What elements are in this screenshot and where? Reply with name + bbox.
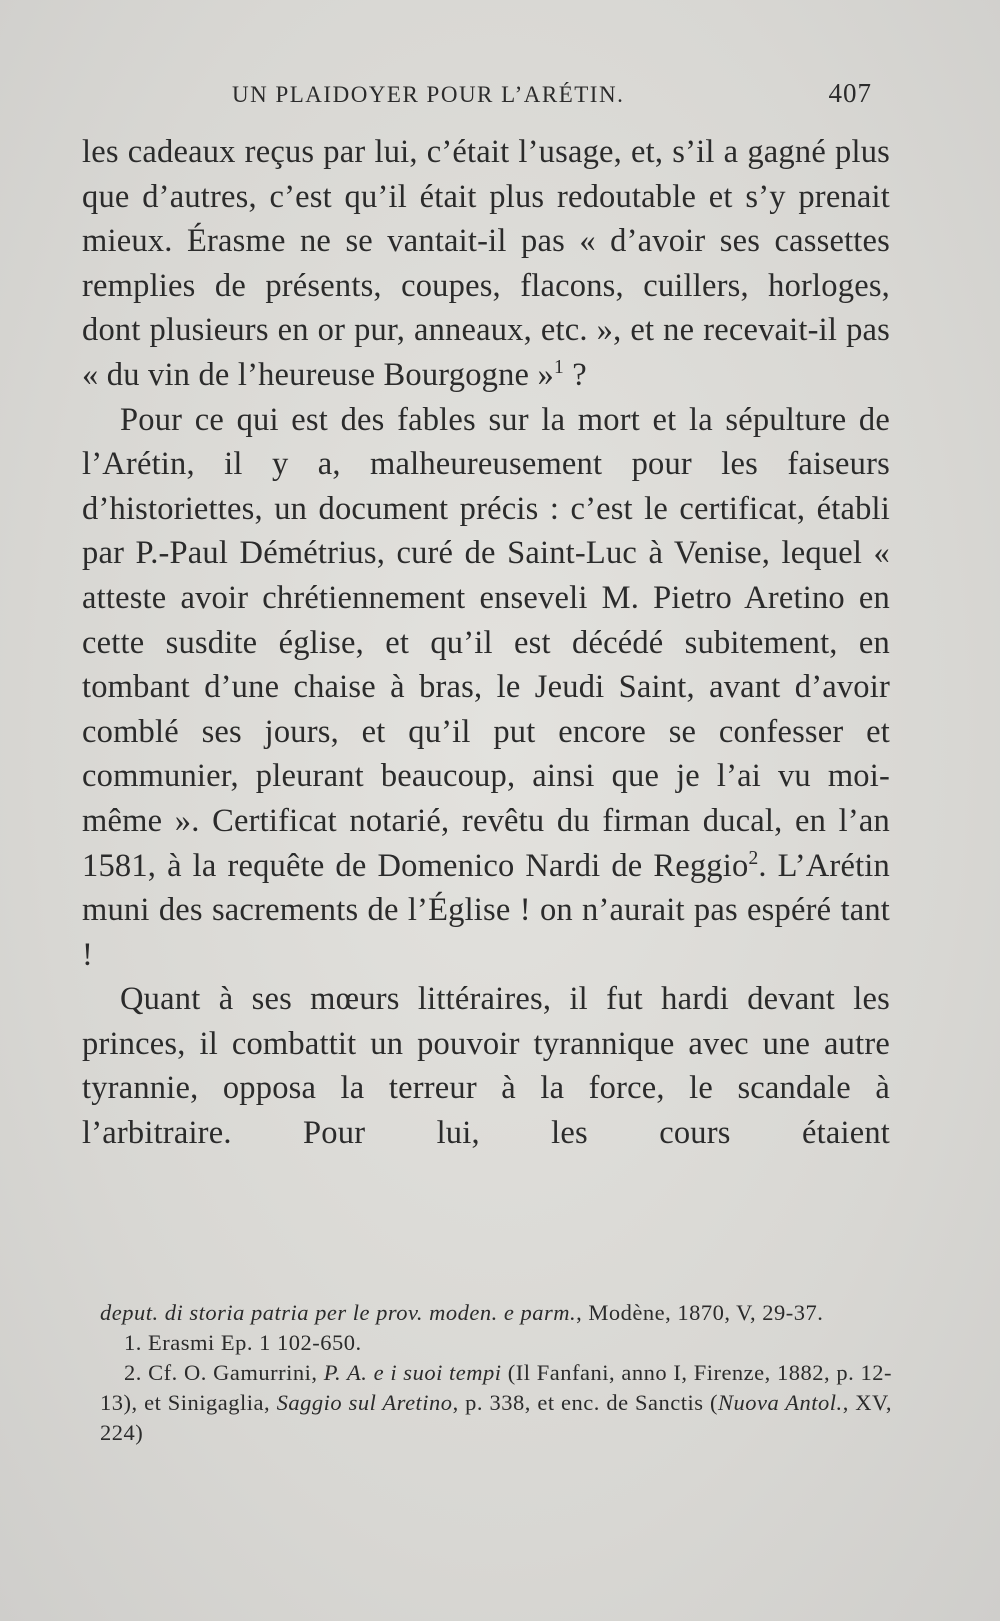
footnote-ref-1: 1 [553,357,564,379]
paragraph-1-text: les cadeaux reçus par lui, c’était l’usage, et, s’il a gagné plus que d’autres, c’est qu’il était plus redoutable et s’y prenait mieux. Érasme ne se vantait-il pas « d’avoir ses cassettes remplies de présents, coupes, flacons, cuillers, horloges, dont plusieurs en or pur, anneaux, etc. », et ne recevait-il pas « du vin de l’heureuse Bourgogne » [82,134,890,393]
paragraph-1-end: ? [563,356,587,393]
page-number: 407 [828,78,872,108]
footnotes [100,1298,892,1448]
paragraph-3 [82,977,890,1155]
running-title: UN PLAIDOYER POUR L’ARÉTIN. [232,82,625,107]
main-text [82,130,890,1156]
running-head [82,78,872,122]
paragraph-2-text-a: Pour ce qui est des fables sur la mort et la sépulture de l’Arétin, il y a, malheureusement pour les faiseurs d’historiettes, un document précis : c’est le certificat, établi par P.-Paul Démétrius, curé de Saint-Luc à Venise, lequel « atteste avoir chrétiennement enseveli M. Pietro Aretino en cette susdite église, et qu’il est décédé subitement, en tombant d’une chaise à bras, le Jeudi Saint, avant d’avoir comblé ses jours, et qu’il put encore se confesser et communier, pleurant beaucoup, ainsi que je l’ai vu moi-même ». Certificat notarié, revêtu du firman ducal, en l’an 1581, à la requête de Domenico Nardi de Reggio [82,401,890,884]
footnote-continuation [100,1298,892,1328]
paragraph-2 [82,398,890,978]
footnote-2-mid-2: , p. 338, et enc. de Sanctis ( [452,1390,718,1415]
footnote-2-lead: 2. Cf. O. Gamurrini, [124,1360,324,1385]
paragraph-2-text-b: . L’Arétin muni des sacrements de l’Église ! on n’aurait pas espéré tant ! [82,847,890,973]
footnote-1-text: 1. Erasmi Ep. 1 102-650. [124,1330,362,1355]
footnote-2 [100,1358,892,1448]
paragraph-1 [82,130,890,398]
footnote-2-italic-3: Nuova Antol. [718,1390,843,1415]
footnote-2-italic-1: P. A. e i suoi tempi [323,1360,502,1385]
footnote-continuation-italic: deput. di storia patria per le prov. moden. e parm. [100,1300,577,1325]
footnote-ref-2: 2 [748,847,759,869]
footnote-1 [100,1328,892,1358]
footnote-2-end: , XV, 224) [100,1390,892,1445]
paragraph-3-text: Quant à ses mœurs littéraires, il fut hardi devant les princes, il combattit un pouvoir tyrannique avec une autre tyrannie, opposa la terreur à la force, le scandale à l’arbitraire. Pour lui, les cours étaient [82,981,890,1152]
footnote-continuation-rest: , Modène, 1870, V, 29-37. [576,1300,824,1325]
footnote-2-italic-2: Saggio sul Aretino [276,1390,453,1415]
footnote-2-mid-1: (Il Fanfani, anno I, Firenze, 1882, p. 12-13), et Sinigaglia, [100,1360,892,1415]
